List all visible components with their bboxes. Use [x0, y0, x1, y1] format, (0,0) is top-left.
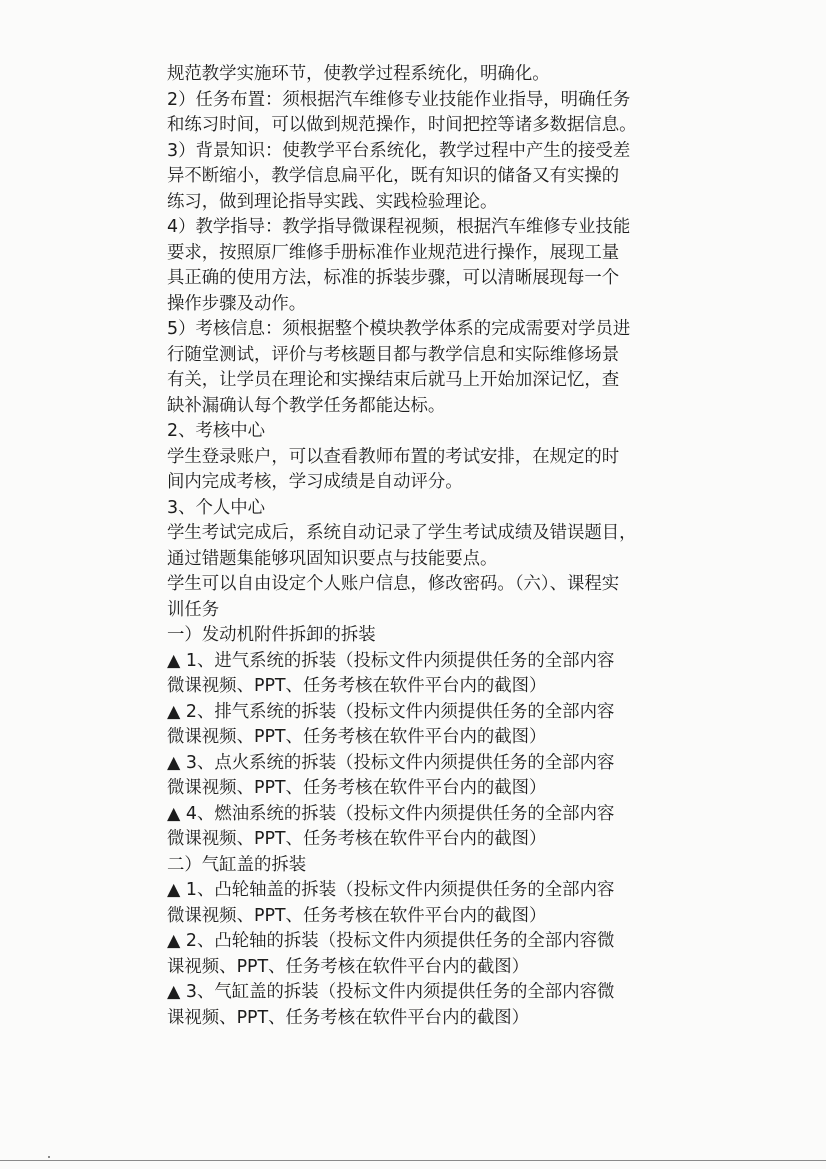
- text-line: 间内完成考核，学习成绩是自动评分。: [167, 472, 463, 492]
- section-heading: 2、考核中心: [167, 421, 266, 441]
- text-line: 微课视频、PPT、任务考核在软件平台内的截图）: [167, 778, 547, 798]
- list-item: ▲ 2、排气系统的拆装（投标文件内须提供任务的全部内容: [167, 701, 615, 722]
- text-line: 异不断缩小，教学信息扁平化，既有知识的储备又有实操的: [167, 166, 620, 186]
- text-line: 微课视频、PPT、任务考核在软件平台内的截图）: [167, 905, 547, 926]
- section-heading: 二）气缸盖的拆装: [167, 854, 307, 875]
- list-item: ▲ 1、凸轮轴盖的拆装（投标文件内须提供任务的全部内容: [167, 880, 615, 900]
- list-item: ▲ 3、点火系统的拆装（投标文件内须提供任务的全部内容: [167, 752, 615, 773]
- text-line: 操作步骤及动作。: [167, 293, 307, 314]
- list-item: ▲ 4、燃油系统的拆装（投标文件内须提供任务的全部内容: [167, 803, 615, 824]
- text-line: 学生可以自由设定个人账户信息，修改密码。（六）、课程实: [167, 574, 620, 594]
- text-line: 学生考试完成后，系统自动记录了学生考试成绩及错误题目，: [167, 523, 637, 543]
- list-item: ▲ 3、气缸盖的拆装（投标文件内须提供任务的全部内容微: [167, 982, 615, 1002]
- text-line: 要求，按照原厂维修手册标准作业规范进行操作，展现工量: [167, 242, 620, 263]
- document-body: [167, 62, 687, 1031]
- text-line: 2）任务布置：须根据汽车维修专业技能作业指导，明确任务: [167, 89, 631, 110]
- section-heading: 3、个人中心: [167, 497, 266, 518]
- text-line: 学生登录账户，可以查看教师布置的考试安排，在规定的时: [167, 446, 620, 467]
- text-line: 和练习时间，可以做到规范操作，时间把控等诸多数据信息。: [167, 115, 637, 135]
- text-line: 缺补漏确认每个教学任务都能达标。: [167, 395, 446, 416]
- list-item: ▲ 1、进气系统的拆装（投标文件内须提供任务的全部内容: [167, 650, 615, 671]
- text-line: 5）考核信息：须根据整个模块教学体系的完成需要对学员进: [167, 319, 631, 339]
- text-line: 微课视频、PPT、任务考核在软件平台内的截图）: [167, 829, 547, 849]
- text-line: 3）背景知识：使教学平台系统化，教学过程中产生的接受差: [167, 140, 631, 161]
- section-heading: 一）发动机附件拆卸的拆装: [167, 625, 376, 645]
- text-line: 训任务: [167, 599, 220, 620]
- text-line: 行随堂测试，评价与考核题目都与教学信息和实际维修场景: [167, 344, 620, 365]
- text-line: 微课视频、PPT、任务考核在软件平台内的截图）: [167, 727, 547, 747]
- list-item: ▲ 2、凸轮轴的拆装（投标文件内须提供任务的全部内容微: [167, 931, 615, 951]
- text-line: 有关，让学员在理论和实操结束后就马上开始加深记忆，查: [167, 370, 620, 390]
- text-line: 通过错题集能够巩固知识要点与技能要点。: [167, 548, 498, 569]
- text-line: 课视频、PPT、任务考核在软件平台内的截图）: [167, 1007, 530, 1028]
- text-line: 微课视频、PPT、任务考核在软件平台内的截图）: [167, 676, 547, 696]
- scan-speck: [48, 1156, 50, 1158]
- text-line: 课视频、PPT、任务考核在软件平台内的截图）: [167, 956, 530, 977]
- text-line: 练习，做到理论指导实践、实践检验理论。: [167, 191, 498, 212]
- text-line: 规范教学实施环节，使教学过程系统化，明确化。: [167, 64, 550, 84]
- page-bottom-edge: [0, 1160, 826, 1161]
- text-line: 4）教学指导：教学指导微课程视频，根据汽车维修专业技能: [167, 217, 631, 237]
- text-line: 具正确的使用方法，标准的拆装步骤，可以清晰展现每一个: [167, 268, 620, 288]
